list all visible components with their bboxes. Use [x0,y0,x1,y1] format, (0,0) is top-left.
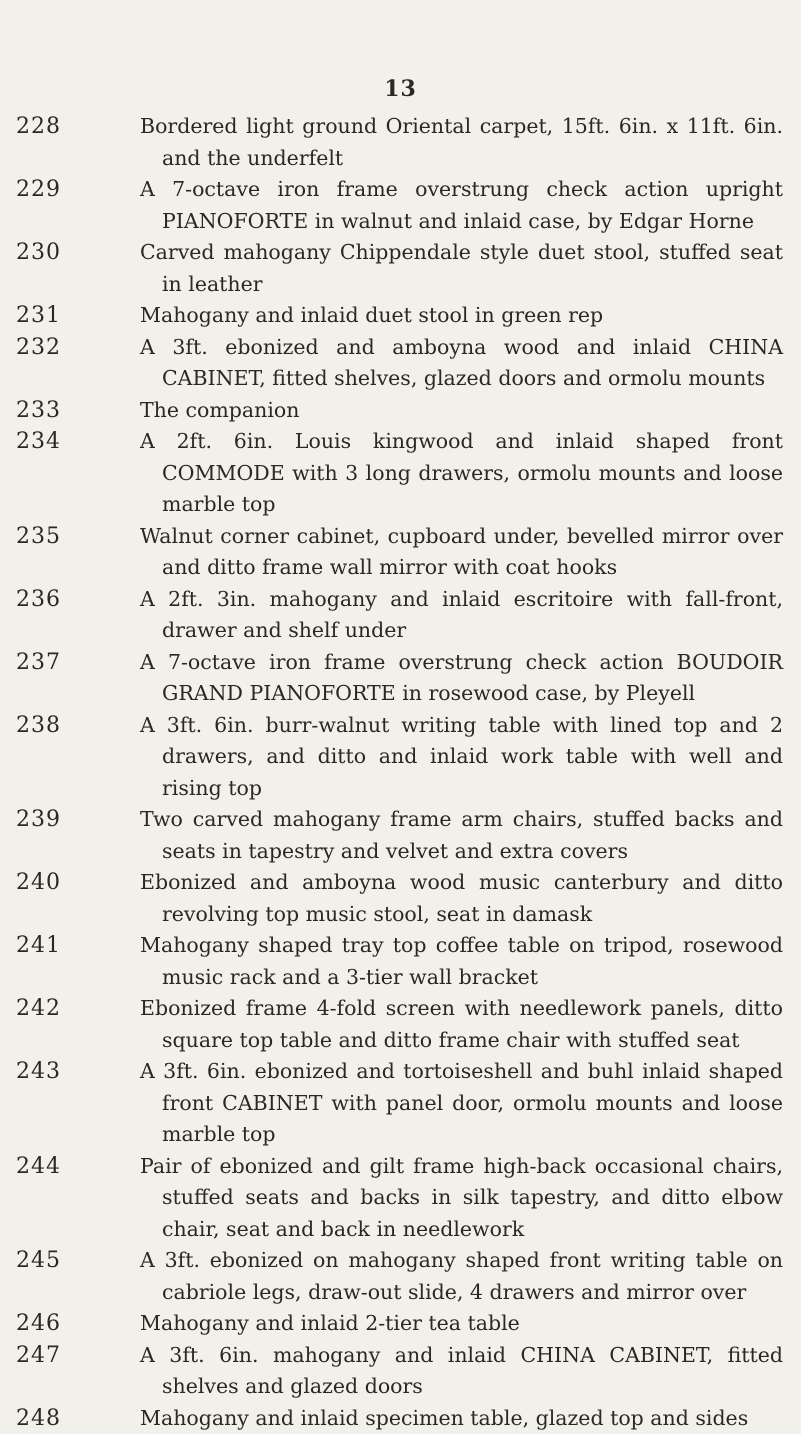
lot-description: A 7-octave iron frame overstrung check action BOUDOIR GRAND PIANOFORTE in rosewood case, by Pleyell [140,647,783,710]
lot-number: 231 [16,300,76,332]
lot-number: 244 [16,1151,76,1183]
lot-number: 236 [16,584,76,616]
lot-entry [0,1403,801,1434]
lot-entry [0,300,801,332]
lot-description: Ebonized frame 4-fold screen with needlework panels, ditto square top table and ditto frame chair with stuffed seat [140,993,783,1056]
lot-entry [0,1151,801,1246]
lot-number: 239 [16,804,76,836]
lot-number: 241 [16,930,76,962]
lot-number: 234 [16,426,76,458]
lot-description: A 2ft. 6in. Louis kingwood and inlaid shaped front COMMODE with 3 long drawers, ormolu mounts and loose marble top [140,426,783,521]
lot-description: A 7-octave iron frame overstrung check action upright PIANOFORTE in walnut and inlaid case, by Edgar Horne [140,174,783,237]
lot-description: A 2ft. 3in. mahogany and inlaid escritoire with fall-front, drawer and shelf under [140,584,783,647]
lot-entry [0,804,801,867]
lot-entry [0,521,801,584]
lot-number: 233 [16,395,76,427]
page-number: 13 [0,76,801,102]
lot-list [0,111,801,1434]
lot-description: Two carved mahogany frame arm chairs, stuffed backs and seats in tapestry and velvet and extra covers [140,804,783,867]
lot-entry [0,237,801,300]
lot-entry [0,993,801,1056]
lot-number: 248 [16,1403,76,1434]
lot-number: 232 [16,332,76,364]
lot-description: A 3ft. ebonized and amboyna wood and inlaid CHINA CABINET, fitted shelves, glazed doors and ormolu mounts [140,332,783,395]
lot-number: 229 [16,174,76,206]
lot-entry [0,710,801,805]
lot-entry [0,174,801,237]
lot-entry [0,647,801,710]
lot-entry [0,111,801,174]
lot-number: 246 [16,1308,76,1340]
lot-number: 235 [16,521,76,553]
lot-description: Carved mahogany Chippendale style duet stool, stuffed seat in leather [140,237,783,300]
lot-number: 247 [16,1340,76,1372]
lot-entry [0,426,801,521]
lot-number: 245 [16,1245,76,1277]
lot-description: Walnut corner cabinet, cupboard under, bevelled mirror over and ditto frame wall mirror with coat hooks [140,521,783,584]
lot-entry [0,1056,801,1151]
lot-description: A 3ft. 6in. ebonized and tortoiseshell and buhl inlaid shaped front CABINET with panel door, ormolu mounts and loose marble top [140,1056,783,1151]
lot-entry [0,1340,801,1403]
lot-description: Bordered light ground Oriental carpet, 15ft. 6in. x 11ft. 6in. and the underfelt [140,111,783,174]
lot-entry [0,867,801,930]
lot-number: 243 [16,1056,76,1088]
lot-number: 237 [16,647,76,679]
lot-entry [0,332,801,395]
lot-number: 240 [16,867,76,899]
lot-description: Mahogany and inlaid 2-tier tea table [140,1308,783,1340]
lot-description: Mahogany and inlaid specimen table, glazed top and sides [140,1403,783,1434]
lot-description: Pair of ebonized and gilt frame high-back occasional chairs, stuffed seats and backs in silk tapestry, and ditto elbow chair, seat and back in needlework [140,1151,783,1246]
lot-description: Mahogany shaped tray top coffee table on tripod, rosewood music rack and a 3-tier wall bracket [140,930,783,993]
lot-number: 242 [16,993,76,1025]
lot-number: 238 [16,710,76,742]
lot-description: The companion [140,395,783,427]
lot-number: 228 [16,111,76,143]
lot-entry [0,930,801,993]
lot-description: Ebonized and amboyna wood music canterbury and ditto revolving top music stool, seat in damask [140,867,783,930]
lot-description: A 3ft. 6in. mahogany and inlaid CHINA CABINET, fitted shelves and glazed doors [140,1340,783,1403]
lot-entry [0,584,801,647]
lot-description: A 3ft. ebonized on mahogany shaped front writing table on cabriole legs, draw-out slide, 4 drawers and mirror over [140,1245,783,1308]
lot-entry [0,1308,801,1340]
lot-description: Mahogany and inlaid duet stool in green rep [140,300,783,332]
lot-entry [0,395,801,427]
lot-number: 230 [16,237,76,269]
lot-entry [0,1245,801,1308]
lot-description: A 3ft. 6in. burr-walnut writing table with lined top and 2 drawers, and ditto and inlaid work table with well and rising top [140,710,783,805]
